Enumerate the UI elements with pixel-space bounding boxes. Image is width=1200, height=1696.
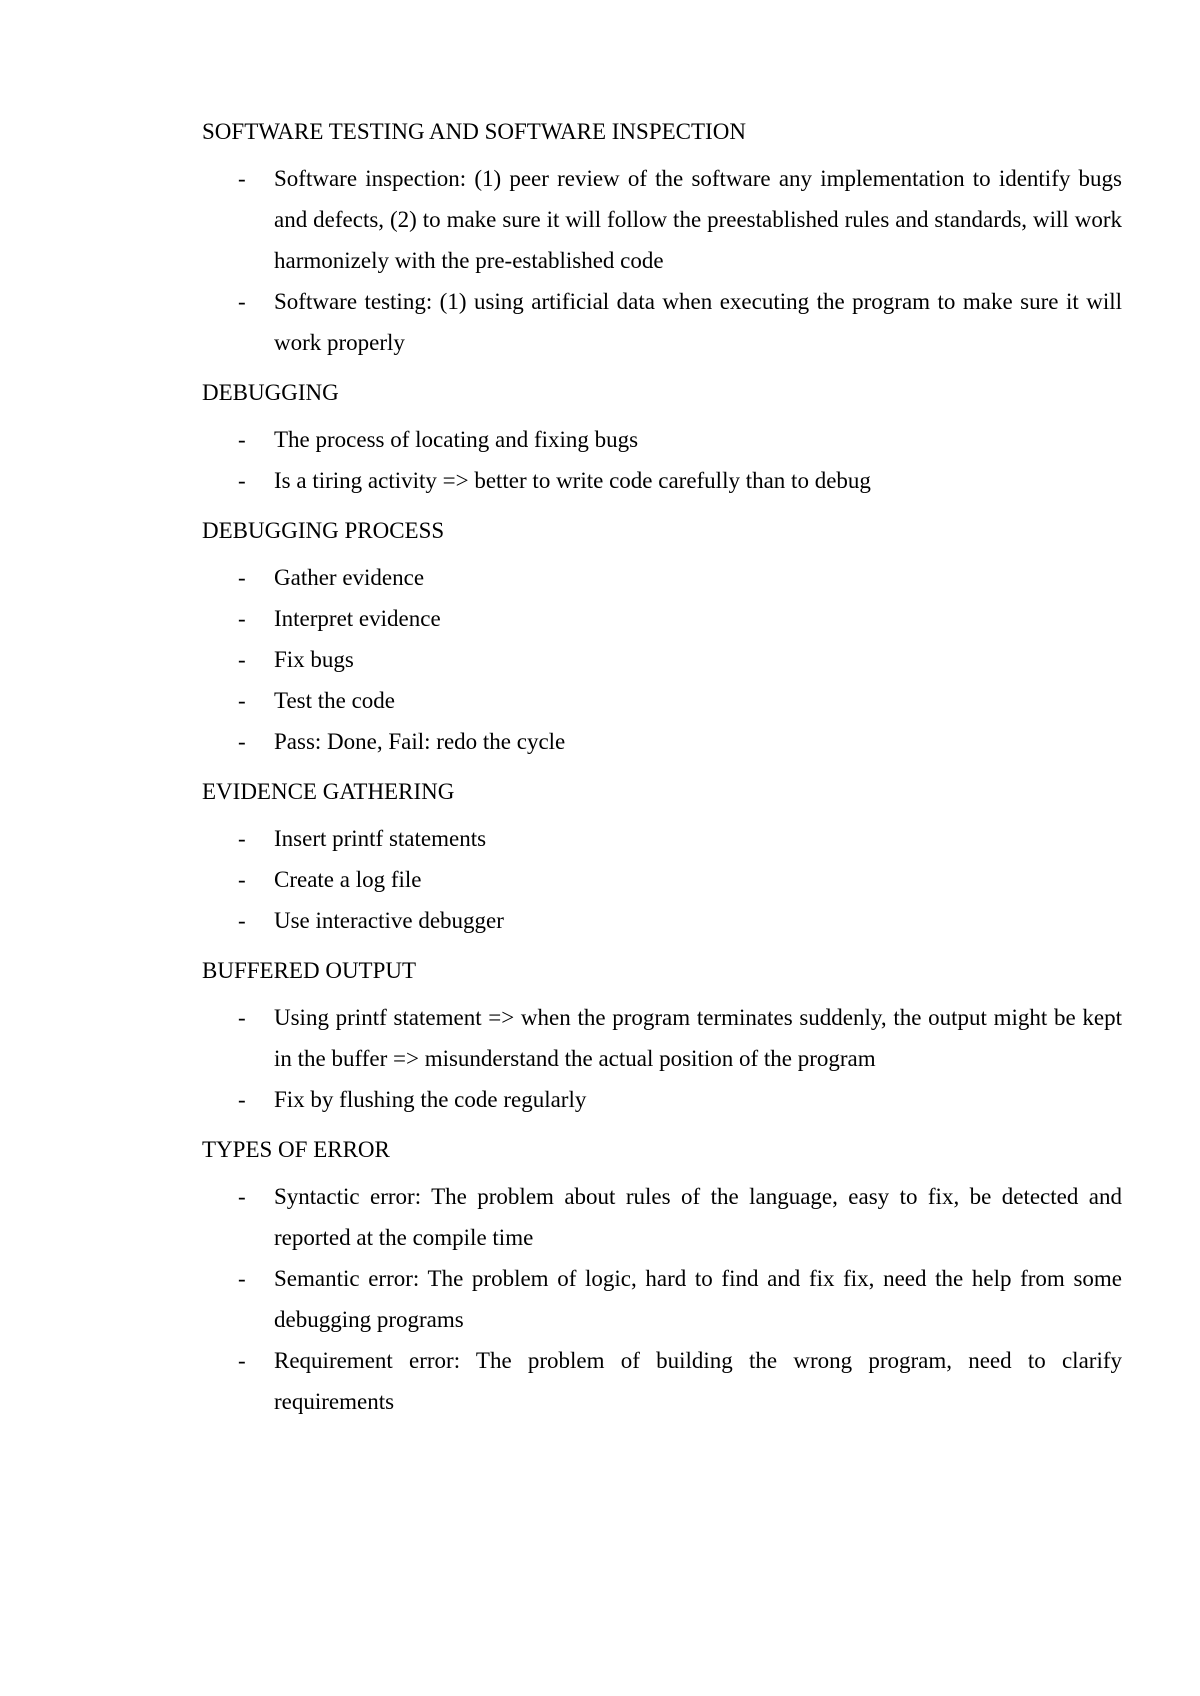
list-item — [202, 680, 1122, 721]
list-item-text: Requirement error: The problem of building the wrong program, need to clarify requirements — [274, 1348, 1122, 1414]
bullet-list — [202, 818, 1122, 941]
list-item — [202, 460, 1122, 501]
bullet-dash: - — [238, 1087, 246, 1112]
list-item — [202, 598, 1122, 639]
list-item-text: Insert printf statements — [274, 826, 487, 851]
bullet-dash: - — [238, 647, 246, 672]
list-item-text: Use interactive debugger — [274, 908, 504, 933]
bullet-dash: - — [238, 468, 246, 493]
list-item — [202, 1079, 1122, 1120]
section-debugging — [202, 373, 1122, 501]
list-item-text: Semantic error: The problem of logic, hard to find and fix fix, need the help from some debugging programs — [274, 1266, 1122, 1332]
bullet-dash: - — [238, 826, 246, 851]
list-item — [202, 818, 1122, 859]
list-item-text: Syntactic error: The problem about rules of the language, easy to fix, be detected and reported at the compile time — [274, 1184, 1122, 1250]
list-item-text: Software testing: (1) using artificial data when executing the program to make sure it will work properly — [274, 289, 1122, 355]
bullet-list — [202, 557, 1122, 762]
list-item — [202, 1176, 1122, 1258]
list-item — [202, 281, 1122, 363]
section-buffered-output — [202, 951, 1122, 1120]
document-content — [202, 112, 1122, 1432]
list-item-text: The process of locating and fixing bugs — [274, 427, 639, 452]
list-item — [202, 721, 1122, 762]
bullet-list — [202, 419, 1122, 501]
bullet-dash: - — [238, 427, 246, 452]
bullet-dash: - — [238, 1005, 246, 1030]
section-evidence-gathering — [202, 772, 1122, 941]
list-item-text: Is a tiring activity => better to write code carefully than to debug — [274, 468, 871, 493]
bullet-dash: - — [238, 729, 246, 754]
bullet-dash: - — [238, 606, 246, 631]
bullet-dash: - — [238, 289, 246, 314]
list-item — [202, 859, 1122, 900]
bullet-dash: - — [238, 1348, 246, 1373]
bullet-dash: - — [238, 1184, 246, 1209]
list-item-text: Create a log file — [274, 867, 422, 892]
section-heading: DEBUGGING — [202, 380, 339, 405]
bullet-dash: - — [238, 867, 246, 892]
list-item-text: Pass: Done, Fail: redo the cycle — [274, 729, 566, 754]
bullet-list — [202, 997, 1122, 1120]
section-software-testing-inspection — [202, 112, 1122, 363]
bullet-dash: - — [238, 166, 246, 191]
list-item-text: Software inspection: (1) peer review of the software any implementation to identify bugs and defects, (2) to make sure it will follow the preestablished rules and standards, will work harmonizely with the pre-established code — [274, 166, 1122, 273]
section-heading: BUFFERED OUTPUT — [202, 958, 417, 983]
list-item-text: Gather evidence — [274, 565, 425, 590]
list-item-text: Fix bugs — [274, 647, 354, 672]
bullet-dash: - — [238, 688, 246, 713]
section-heading: TYPES OF ERROR — [202, 1137, 390, 1162]
bullet-list — [202, 158, 1122, 363]
bullet-list — [202, 1176, 1122, 1422]
section-heading: DEBUGGING PROCESS — [202, 518, 445, 543]
list-item — [202, 557, 1122, 598]
section-types-of-error — [202, 1130, 1122, 1422]
list-item-text: Test the code — [274, 688, 396, 713]
bullet-dash: - — [238, 565, 246, 590]
list-item-text: Fix by flushing the code regularly — [274, 1087, 587, 1112]
bullet-dash: - — [238, 1266, 246, 1291]
section-heading: SOFTWARE TESTING AND SOFTWARE INSPECTION — [202, 119, 746, 144]
section-debugging-process — [202, 511, 1122, 762]
list-item — [202, 639, 1122, 680]
section-heading: EVIDENCE GATHERING — [202, 779, 455, 804]
bullet-dash: - — [238, 908, 246, 933]
list-item — [202, 1340, 1122, 1422]
list-item-text: Interpret evidence — [274, 606, 441, 631]
list-item — [202, 997, 1122, 1079]
list-item — [202, 419, 1122, 460]
list-item — [202, 158, 1122, 281]
list-item — [202, 900, 1122, 941]
list-item — [202, 1258, 1122, 1340]
list-item-text: Using printf statement => when the program terminates suddenly, the output might be kept in the buffer => misunderstand the actual position of the program — [274, 1005, 1122, 1071]
